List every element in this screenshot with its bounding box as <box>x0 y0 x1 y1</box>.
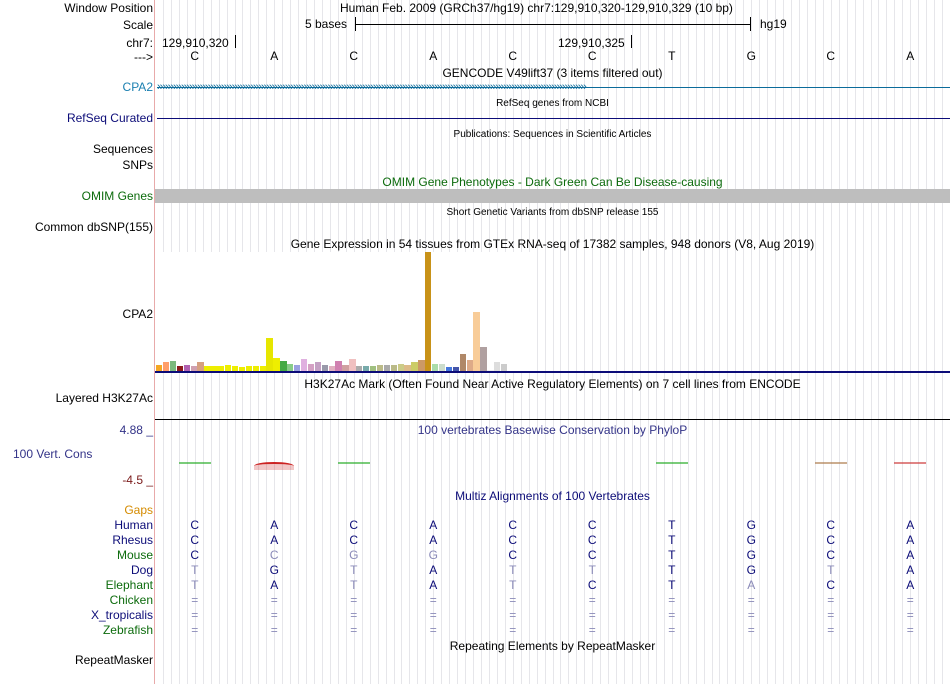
aligned-base: C <box>269 548 279 562</box>
aligned-base: = <box>906 623 914 637</box>
aligned-base: = <box>747 608 755 622</box>
aligned-base: C <box>826 548 836 562</box>
aligned-base: = <box>350 608 358 622</box>
aligned-base: = <box>588 623 596 637</box>
gtex-tissue-bar[interactable] <box>266 338 272 372</box>
aligned-base: A <box>906 578 915 592</box>
species-label[interactable]: Human <box>114 518 153 532</box>
reference-base: G <box>746 49 756 63</box>
aligned-base: = <box>588 608 596 622</box>
aligned-base: C <box>190 518 200 532</box>
scale-bar <box>355 17 751 31</box>
conservation-mark <box>894 462 926 464</box>
reference-base: A <box>429 49 438 63</box>
gtex-tissue-bar[interactable] <box>473 312 479 372</box>
aligned-base: = <box>350 593 358 607</box>
omim-feature-bar[interactable] <box>155 189 950 203</box>
reference-base: T <box>668 49 676 63</box>
gtex-tissue-bar[interactable] <box>460 354 466 372</box>
aligned-base: A <box>906 533 915 547</box>
aligned-base: G <box>349 548 359 562</box>
species-label[interactable]: Dog <box>130 563 153 577</box>
aligned-base: T <box>191 578 199 592</box>
omim-track-title[interactable]: OMIM Gene Phenotypes - Dark Green Can Be Disease-causing <box>382 175 723 189</box>
multiz-track-title[interactable]: Multiz Alignments of 100 Vertebrates <box>455 489 650 503</box>
aligned-base: A <box>906 548 915 562</box>
aligned-base: = <box>906 608 914 622</box>
gtex-bar-chart[interactable] <box>155 252 950 372</box>
gaps-label[interactable]: Gaps <box>124 503 153 517</box>
species-label[interactable]: Mouse <box>116 548 153 562</box>
aligned-base: A <box>429 518 438 532</box>
repeatmasker-label[interactable]: RepeatMasker <box>74 653 153 667</box>
aligned-base: = <box>270 608 278 622</box>
h3k27ac-track-title[interactable]: H3K27Ac Mark (Often Found Near Active Regulatory Elements) on 7 cell lines from ENCODE <box>304 377 801 391</box>
reference-base: C <box>508 49 518 63</box>
conservation-mark <box>338 462 370 464</box>
reference-base: A <box>270 49 279 63</box>
aligned-base: = <box>191 608 199 622</box>
aligned-base: A <box>747 578 756 592</box>
h3k27ac-label[interactable]: Layered H3K27Ac <box>55 391 153 405</box>
aligned-base: A <box>906 563 915 577</box>
aligned-base: T <box>668 518 676 532</box>
aligned-base: G <box>746 548 756 562</box>
aligned-base: T <box>668 578 676 592</box>
publications-track-title[interactable]: Publications: Sequences in Scientific Articles <box>453 129 652 140</box>
aligned-base: C <box>826 533 836 547</box>
aligned-base: = <box>429 593 437 607</box>
aligned-base: T <box>668 563 676 577</box>
aligned-base: T <box>588 563 596 577</box>
reference-base: C <box>190 49 200 63</box>
aligned-base: = <box>429 608 437 622</box>
species-label[interactable]: Elephant <box>105 578 153 592</box>
aligned-base: T <box>668 533 676 547</box>
aligned-base: = <box>191 593 199 607</box>
assembly-position-title[interactable]: Human Feb. 2009 (GRCh37/hg19) chr7:129,910,320-129,910,329 (10 bp) <box>340 1 733 15</box>
cpa2-gene-label[interactable]: CPA2 <box>122 80 153 94</box>
aligned-base: T <box>350 563 358 577</box>
aligned-base: = <box>588 593 596 607</box>
aligned-base: = <box>270 593 278 607</box>
aligned-base: = <box>270 623 278 637</box>
aligned-base: C <box>190 548 200 562</box>
aligned-base: = <box>668 593 676 607</box>
aligned-base: A <box>270 533 279 547</box>
species-label[interactable]: Zebrafish <box>102 623 153 637</box>
aligned-base: = <box>827 593 835 607</box>
gtex-gene-label[interactable]: CPA2 <box>122 307 153 321</box>
conservation-track-title[interactable]: 100 vertebrates Basewise Conservation by PhyloP <box>417 423 688 437</box>
aligned-base: A <box>429 563 438 577</box>
snps-label[interactable]: SNPs <box>122 158 153 172</box>
gtex-track-title[interactable]: Gene Expression in 54 tissues from GTEx RNA-seq of 17382 samples, 948 donors (V8, Aug 2019) <box>290 237 815 251</box>
scale-label: Scale <box>122 18 153 32</box>
h3k27ac-baseline <box>155 419 950 420</box>
aligned-base: G <box>428 548 438 562</box>
aligned-base: = <box>827 608 835 622</box>
refseq-label[interactable]: RefSeq Curated <box>66 111 153 125</box>
aligned-base: T <box>668 548 676 562</box>
scale-assembly: hg19 <box>760 17 787 31</box>
cpa2-gene-feature[interactable] <box>157 80 950 94</box>
reference-base: C <box>587 49 597 63</box>
aligned-base: = <box>668 623 676 637</box>
refseq-feature[interactable] <box>157 118 950 119</box>
refseq-track-title[interactable]: RefSeq genes from NCBI <box>496 98 609 109</box>
conservation-mark <box>656 462 688 464</box>
aligned-base: T <box>509 578 517 592</box>
aligned-base: C <box>826 518 836 532</box>
aligned-base: C <box>587 533 597 547</box>
conservation-mark <box>815 462 847 464</box>
aligned-base: C <box>508 548 518 562</box>
dbsnp-track-title[interactable]: Short Genetic Variants from dbSNP release 155 <box>446 207 659 218</box>
coord-right-tick <box>631 35 632 48</box>
gtex-gene-line <box>155 371 950 373</box>
conservation-plot[interactable] <box>155 450 950 475</box>
aligned-base: C <box>587 578 597 592</box>
species-label[interactable]: X_tropicalis <box>90 608 153 622</box>
aligned-base: = <box>827 623 835 637</box>
aligned-base: C <box>826 578 836 592</box>
aligned-base: = <box>509 623 517 637</box>
gtex-tissue-bar[interactable] <box>425 252 431 372</box>
aligned-base: = <box>509 593 517 607</box>
gtex-tissue-bar[interactable] <box>480 347 486 372</box>
aligned-base: = <box>429 623 437 637</box>
coord-left: 129,910,320 <box>162 36 229 50</box>
window-position-label: Window Position <box>64 1 153 15</box>
strand-label: ---> <box>134 50 153 64</box>
reference-base: A <box>906 49 915 63</box>
cons-max-label: 4.88 _ <box>119 423 153 437</box>
aligned-base: G <box>746 518 756 532</box>
aligned-base: = <box>747 623 755 637</box>
conservation-mark <box>179 462 211 464</box>
reference-base: C <box>826 49 836 63</box>
aligned-base: = <box>191 623 199 637</box>
aligned-base: C <box>349 533 359 547</box>
species-label[interactable]: Chicken <box>109 593 153 607</box>
aligned-base: A <box>270 578 279 592</box>
aligned-base: C <box>508 533 518 547</box>
species-label[interactable]: Rhesus <box>112 533 153 547</box>
conservation-label[interactable]: 100 Vert. Cons <box>13 447 93 461</box>
conservation-mark <box>254 462 294 470</box>
aligned-base: = <box>668 608 676 622</box>
aligned-base: = <box>747 593 755 607</box>
cpa2-strand-chevrons: ››››››››››››››››››››››››››››››››››››››››››››››››››››››››››››››››››››››››››››››››››››››››››››››››››››››››››››››››››››››››››››››››››››››››››››››››››››››››››››››››› <box>157 81 586 93</box>
gencode-track-title[interactable]: GENCODE V49lift37 (3 items filtered out) <box>442 66 663 80</box>
omim-label[interactable]: OMIM Genes <box>81 189 153 203</box>
aligned-base: = <box>509 608 517 622</box>
reference-base: C <box>349 49 359 63</box>
aligned-base: T <box>509 563 517 577</box>
aligned-base: A <box>429 533 438 547</box>
coord-right: 129,910,325 <box>558 36 625 50</box>
chromosome-label: chr7: <box>126 36 153 50</box>
aligned-base: G <box>746 533 756 547</box>
aligned-base: C <box>508 518 518 532</box>
aligned-base: A <box>906 518 915 532</box>
aligned-base: C <box>349 518 359 532</box>
aligned-base: C <box>587 548 597 562</box>
dbsnp-label[interactable]: Common dbSNP(155) <box>34 220 153 234</box>
aligned-base: C <box>190 533 200 547</box>
aligned-base: G <box>269 563 279 577</box>
aligned-base: C <box>587 518 597 532</box>
cons-min-label: -4.5 _ <box>122 473 153 487</box>
aligned-base: A <box>270 518 279 532</box>
coord-left-tick <box>235 35 236 48</box>
aligned-base: T <box>827 563 835 577</box>
aligned-base: T <box>191 563 199 577</box>
aligned-base: T <box>350 578 358 592</box>
aligned-base: = <box>350 623 358 637</box>
aligned-base: A <box>429 578 438 592</box>
aligned-base: = <box>906 593 914 607</box>
repeatmasker-track-title[interactable]: Repeating Elements by RepeatMasker <box>449 639 656 653</box>
gtex-tissue-bar[interactable] <box>273 358 279 372</box>
sequences-label[interactable]: Sequences <box>92 142 153 156</box>
aligned-base: G <box>746 563 756 577</box>
scale-text: 5 bases <box>305 17 348 31</box>
